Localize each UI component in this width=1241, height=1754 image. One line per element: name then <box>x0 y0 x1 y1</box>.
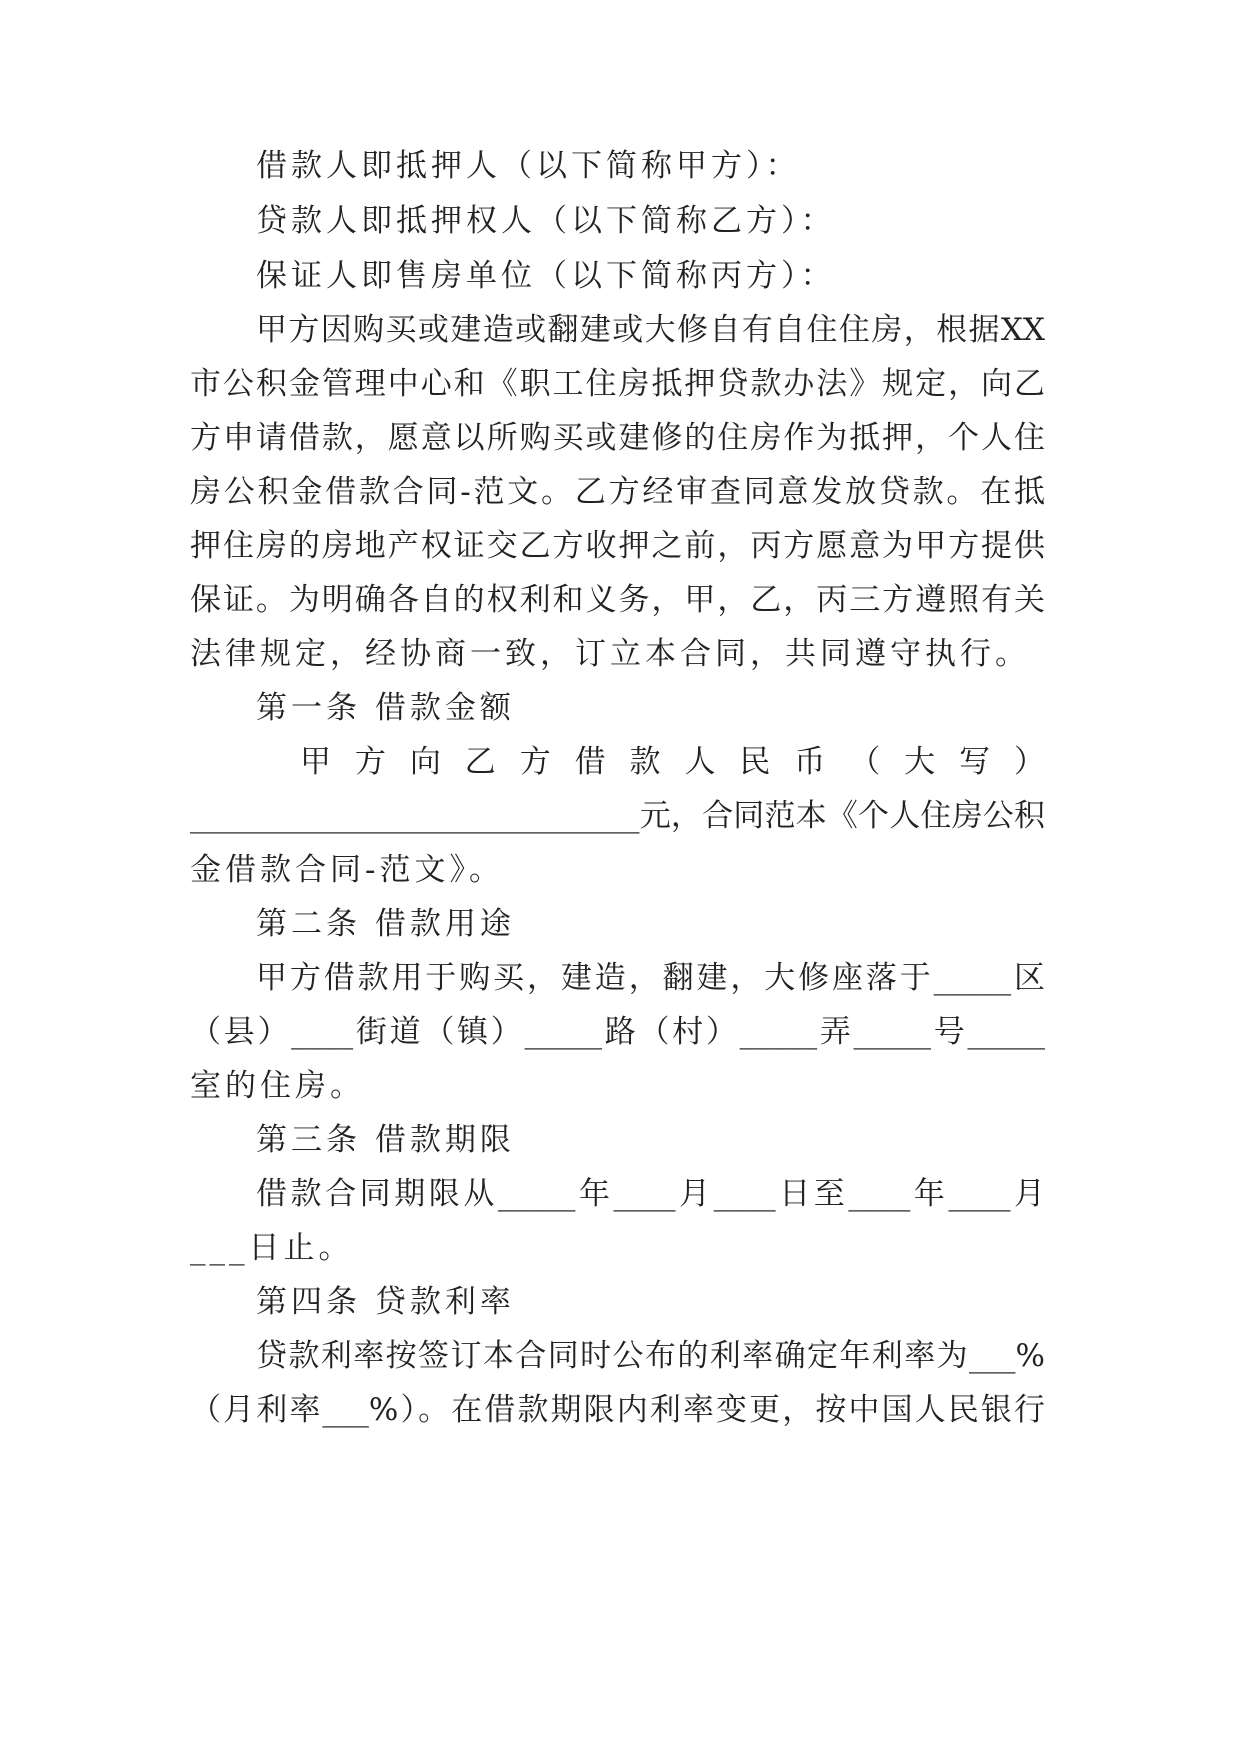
party-b-line: 贷款人即抵押权人（以下简称乙方）： <box>256 203 836 239</box>
article-2-line: 甲方借款用于购买，建造，翻建，大修座落于_____区 <box>256 960 1045 996</box>
party-c-line: 保证人即售房单位（以下简称丙方）： <box>256 258 836 294</box>
article-3-line: ___日止。 <box>190 1230 354 1266</box>
preamble-line: 法律规定，经协商一致，订立本合同，共同遵守执行。 <box>190 636 1030 672</box>
preamble-line: 保证。为明确各自的权利和义务，甲，乙，丙三方遵照有关 <box>190 582 1045 618</box>
preamble-line: 押住房的房地产权证交乙方收押之前，丙方愿意为甲方提供 <box>190 528 1045 564</box>
article-4-line: 贷款利率按签订本合同时公布的利率确定年利率为___% <box>256 1338 1045 1374</box>
article-1-line: _____________________________元，合同范本《个人住房公积 <box>190 798 1045 834</box>
article-3-heading: 第三条 借款期限 <box>256 1122 515 1158</box>
article-4-heading: 第四条 贷款利率 <box>256 1284 515 1320</box>
party-a-line: 借款人即抵押人（以下简称甲方）： <box>256 148 801 184</box>
preamble-line: 房公积金借款合同-范文。乙方经审查同意发放贷款。在抵 <box>190 474 1045 510</box>
article-3-line: 借款合同期限从_____年____月____日至____年____月 <box>256 1176 1045 1212</box>
preamble-line: 甲方因购买或建造或翻建或大修自有自住住房，根据XX <box>256 312 1045 348</box>
preamble-line: 市公积金管理中心和《职工住房抵押贷款办法》规定，向乙 <box>190 366 1045 402</box>
article-1-line: 甲方向乙方借款人民币（大写） <box>300 744 1045 780</box>
article-4-line: （月利率___%）。在借款期限内利率变更，按中国人民银行 <box>190 1392 1045 1428</box>
article-2-heading: 第二条 借款用途 <box>256 906 515 942</box>
article-2-line: （县）____街道（镇）_____路（村）_____弄_____号_____ <box>190 1014 1045 1050</box>
article-2-line: 室的住房。 <box>190 1068 365 1104</box>
preamble-line: 方申请借款，愿意以所购买或建修的住房作为抵押，个人住 <box>190 420 1045 456</box>
article-1-line: 金借款合同-范文》。 <box>190 852 504 888</box>
article-1-heading: 第一条 借款金额 <box>256 690 515 726</box>
